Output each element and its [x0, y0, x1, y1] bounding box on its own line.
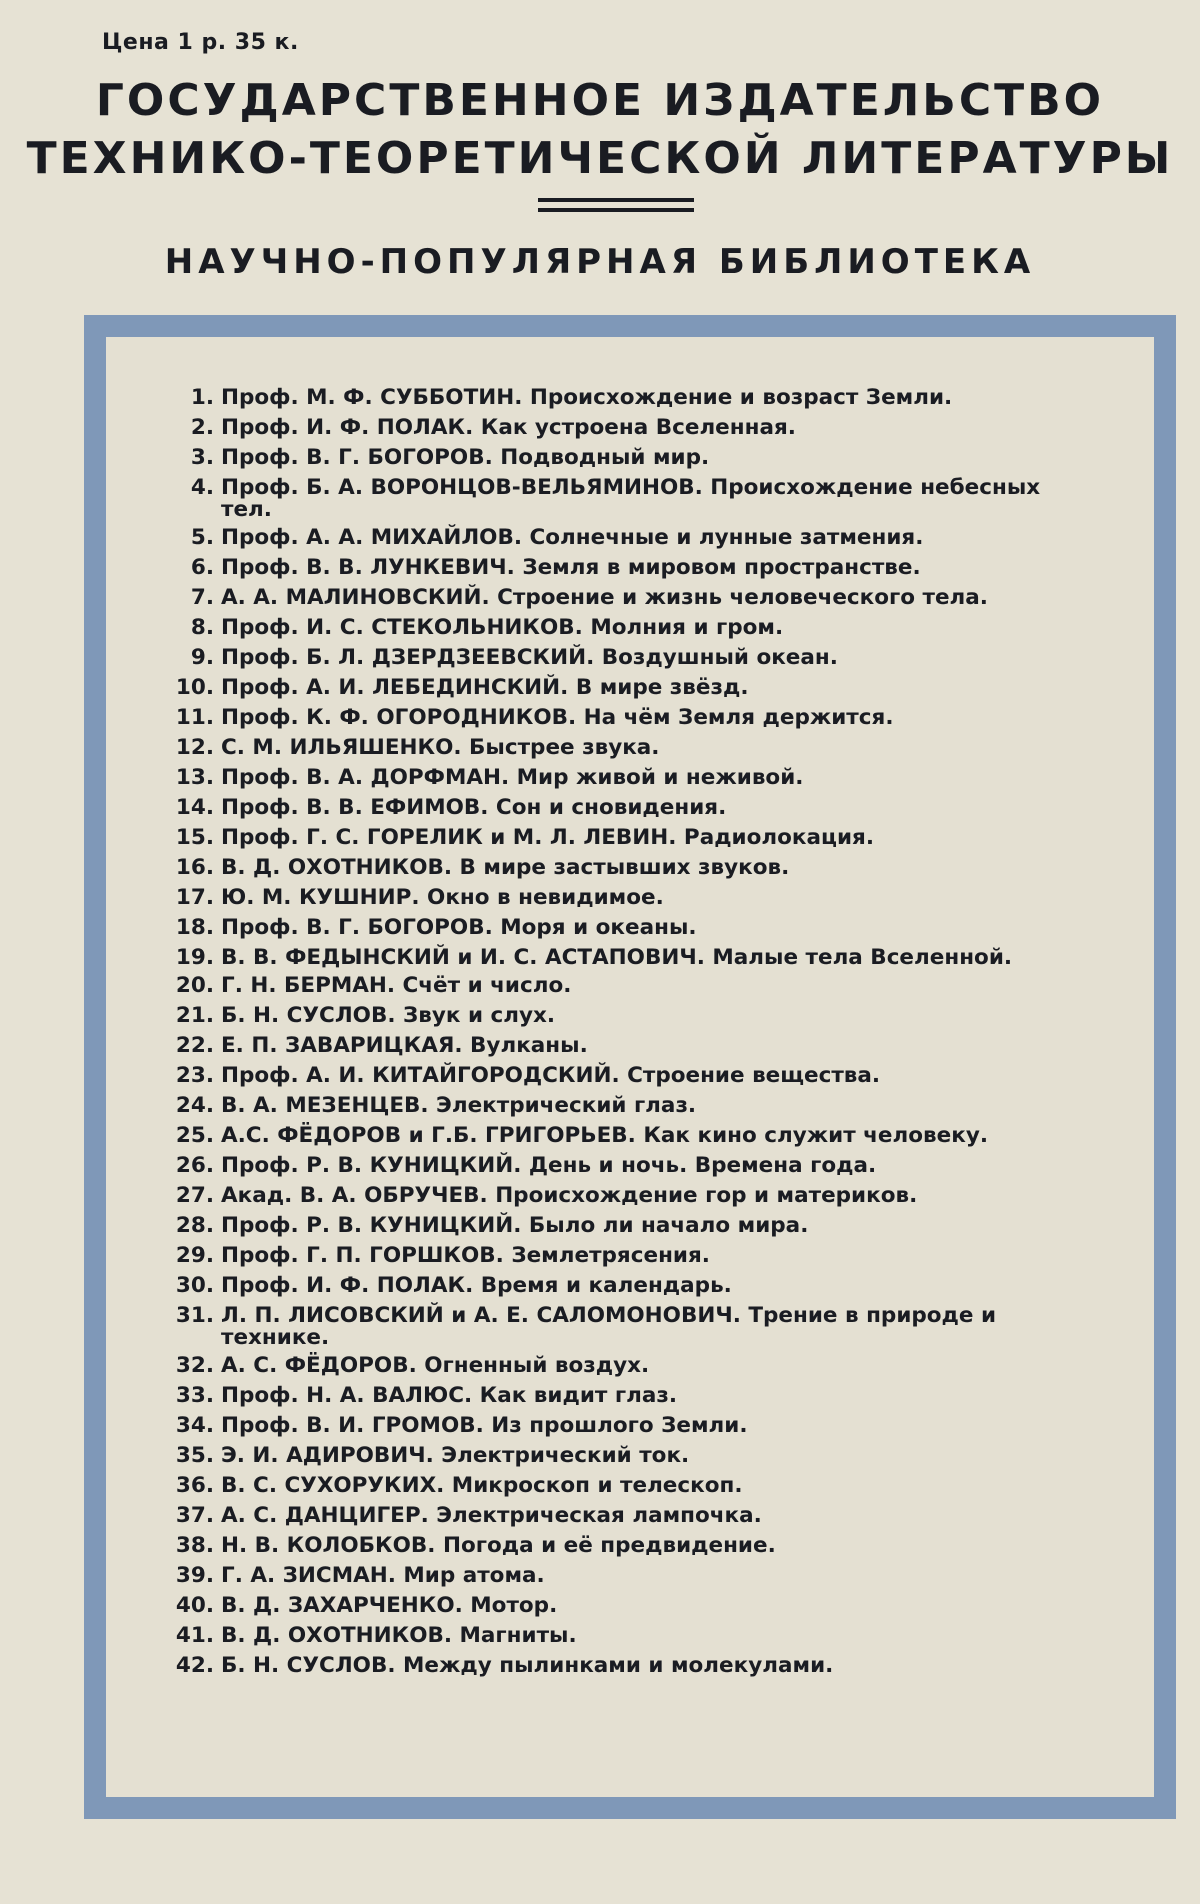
- list-item-text: Е. П. ЗАВАРИЦКАЯ. Вулканы.: [221, 1033, 588, 1058]
- list-item-text: Проф. В. И. ГРОМОВ. Из прошлого Земли.: [221, 1413, 748, 1438]
- list-item-number: 16.: [175, 855, 214, 880]
- list-item-text: Проф. И. С. СТЕКОЛЬНИКОВ. Молния и гром.: [221, 615, 784, 640]
- series-title: НАУЧНО-ПОПУЛЯРНАЯ БИБЛИОТЕКА: [164, 242, 1036, 282]
- list-item-number: 38.: [175, 1533, 214, 1558]
- list-item-text: Проф. И. Ф. ПОЛАК. Как устроена Вселенная.: [221, 415, 796, 440]
- list-item: [166, 827, 1096, 849]
- list-item-number: 12.: [175, 735, 214, 760]
- list-item: [166, 677, 1096, 699]
- list-item: [166, 1535, 1096, 1557]
- list-item-number: 6.: [190, 555, 214, 580]
- list-item: [166, 617, 1096, 639]
- list-item-number: 10.: [175, 675, 214, 700]
- list-item: [166, 975, 1096, 997]
- list-item-text: В. С. СУХОРУКИХ. Микроскоп и телескоп.: [221, 1473, 743, 1498]
- list-item-number: 20.: [175, 973, 214, 998]
- list-item-number: 19.: [175, 945, 214, 970]
- list-item: [166, 707, 1096, 729]
- list-item: [166, 447, 1096, 469]
- list-item-number: 8.: [190, 615, 214, 640]
- list-item: [166, 1305, 1096, 1349]
- list-item-text: Н. В. КОЛОБКОВ. Погода и её предвидение.: [221, 1533, 776, 1558]
- list-item-text: Проф. В. Г. БОГОРОВ. Подводный мир.: [221, 445, 710, 470]
- list-item-number: 17.: [175, 885, 214, 910]
- book-list: [166, 387, 1096, 1685]
- list-item: [166, 477, 1096, 521]
- list-item: [166, 417, 1096, 439]
- list-item-text: Проф. Г. С. ГОРЕЛИК и М. Л. ЛЕВИН. Радиолокация.: [221, 825, 874, 850]
- list-item: [166, 1625, 1096, 1647]
- list-item: [166, 1655, 1096, 1677]
- list-item-number: 32.: [175, 1353, 214, 1378]
- list-item-text: Проф. И. Ф. ПОЛАК. Время и календарь.: [221, 1273, 732, 1298]
- list-item-text: А. А. МАЛИНОВСКИЙ. Строение и жизнь человеческого тела.: [221, 585, 988, 610]
- list-item: [166, 1595, 1096, 1617]
- list-item: [166, 1155, 1096, 1177]
- list-item: [166, 1505, 1096, 1527]
- list-item-number: 18.: [175, 915, 214, 940]
- list-item-text: Проф. Н. А. ВАЛЮС. Как видит глаз.: [221, 1383, 677, 1408]
- list-item-number: 9.: [190, 645, 214, 670]
- list-item: [166, 1245, 1096, 1267]
- list-item-number: 14.: [175, 795, 214, 820]
- list-item: [166, 557, 1096, 579]
- list-item-text: А. С. ДАНЦИГЕР. Электрическая лампочка.: [221, 1503, 762, 1528]
- list-item-number: 22.: [175, 1033, 214, 1058]
- list-item-number: 26.: [175, 1153, 214, 1178]
- list-item-number: 23.: [175, 1063, 214, 1088]
- list-item: [166, 1385, 1096, 1407]
- list-item: [166, 917, 1096, 939]
- list-item: [166, 1185, 1096, 1207]
- list-item-text: Проф. В. В. ЛУНКЕВИЧ. Земля в мировом пространстве.: [221, 555, 921, 580]
- list-item-number: 30.: [175, 1273, 214, 1298]
- list-item-text: А.С. ФЁДОРОВ и Г.Б. ГРИГОРЬЕВ. Как кино служит человеку.: [221, 1123, 988, 1148]
- list-item: [166, 1095, 1096, 1117]
- list-item-text: Проф. А. И. ЛЕБЕДИНСКИЙ. В мире звёзд.: [221, 675, 749, 700]
- list-item-number: 41.: [175, 1623, 214, 1648]
- list-item: [166, 887, 1096, 909]
- list-item: [166, 767, 1096, 789]
- list-item-number: 28.: [175, 1213, 214, 1238]
- list-item-text: А. С. ФЁДОРОВ. Огненный воздух.: [221, 1353, 650, 1378]
- list-item-text: Г. Н. БЕРМАН. Счёт и число.: [221, 973, 572, 998]
- list-item-number: 1.: [190, 385, 214, 410]
- list-item-text: Проф. Б. А. ВОРОНЦОВ-ВЕЛЬЯМИНОВ. Происхождение небесных тел.: [221, 475, 1041, 522]
- publisher-title-line-2: ТЕХНИКО-ТЕОРЕТИЧЕСКОЙ ЛИТЕРАТУРЫ: [26, 133, 1174, 184]
- list-item-text: Проф. В. А. ДОРФМАН. Мир живой и неживой.: [221, 765, 804, 790]
- list-item: [166, 947, 1096, 969]
- list-item: [166, 797, 1096, 819]
- list-item: [166, 1065, 1096, 1087]
- list-item-number: 25.: [175, 1123, 214, 1148]
- list-item-text: Г. А. ЗИСМАН. Мир атома.: [221, 1563, 545, 1588]
- list-item-text: Проф. Р. В. КУНИЦКИЙ. Было ли начало мира.: [221, 1213, 809, 1238]
- list-item-text: Б. Н. СУСЛОВ. Звук и слух.: [221, 1003, 556, 1028]
- list-item: [166, 647, 1096, 669]
- list-item: [166, 587, 1096, 609]
- double-rule-bottom: [538, 208, 694, 212]
- list-item: [166, 1125, 1096, 1147]
- list-item: [166, 1035, 1096, 1057]
- list-item-number: 5.: [190, 525, 214, 550]
- list-item-number: 31.: [175, 1303, 214, 1328]
- list-item: [166, 1565, 1096, 1587]
- list-item-number: 37.: [175, 1503, 214, 1528]
- list-item-number: 15.: [175, 825, 214, 850]
- list-item-text: В. Д. ОХОТНИКОВ. Магниты.: [221, 1623, 577, 1648]
- list-item-number: 24.: [175, 1093, 214, 1118]
- list-item-text: Э. И. АДИРОВИЧ. Электрический ток.: [221, 1443, 690, 1468]
- list-item: [166, 1355, 1096, 1377]
- list-item: [166, 857, 1096, 879]
- list-item-text: Проф. К. Ф. ОГОРОДНИКОВ. На чём Земля держится.: [221, 705, 894, 730]
- list-item-text: Проф. Р. В. КУНИЦКИЙ. День и ночь. Времена года.: [221, 1153, 877, 1178]
- list-item-number: 33.: [175, 1383, 214, 1408]
- list-item-text: В. В. ФЕДЫНСКИЙ и И. С. АСТАПОВИЧ. Малые тела Вселенной.: [221, 945, 1013, 970]
- list-item-text: Л. П. ЛИСОВСКИЙ и А. Е. САЛОМОНОВИЧ. Трение в природе и технике.: [221, 1303, 997, 1350]
- list-item-number: 2.: [190, 415, 214, 440]
- list-item-text: Ю. М. КУШНИР. Окно в невидимое.: [221, 885, 664, 910]
- price-label: Цена 1 р. 35 к.: [102, 30, 299, 55]
- publisher-title: [0, 72, 1200, 188]
- list-item-number: 42.: [175, 1653, 214, 1678]
- list-item-text: Б. Н. СУСЛОВ. Между пылинками и молекулами.: [221, 1653, 834, 1678]
- list-item-number: 3.: [190, 445, 214, 470]
- list-item-number: 34.: [175, 1413, 214, 1438]
- list-item: [166, 387, 1096, 409]
- list-item-text: Проф. А. И. КИТАЙГОРОДСКИЙ. Строение вещества.: [221, 1063, 881, 1088]
- publisher-title-line-1: ГОСУДАРСТВЕННОЕ ИЗДАТЕЛЬСТВО: [95, 75, 1105, 126]
- list-item-text: Проф. В. В. ЕФИМОВ. Сон и сновидения.: [221, 795, 727, 820]
- list-item-number: 29.: [175, 1243, 214, 1268]
- list-item-text: Проф. Г. П. ГОРШКОВ. Землетрясения.: [221, 1243, 710, 1268]
- list-item-number: 21.: [175, 1003, 214, 1028]
- list-item-number: 35.: [175, 1443, 214, 1468]
- list-item-text: С. М. ИЛЬЯШЕНКО. Быстрее звука.: [221, 735, 660, 760]
- list-item-text: Проф. А. А. МИХАЙЛОВ. Солнечные и лунные затмения.: [221, 525, 924, 550]
- double-rule-top: [538, 198, 694, 202]
- list-item-text: В. Д. ЗАХАРЧЕНКО. Мотор.: [221, 1593, 558, 1618]
- list-item-number: 11.: [175, 705, 214, 730]
- list-item: [166, 1475, 1096, 1497]
- list-item-number: 13.: [175, 765, 214, 790]
- list-item: [166, 1215, 1096, 1237]
- list-item-number: 36.: [175, 1473, 214, 1498]
- list-item: [166, 527, 1096, 549]
- list-item-text: Проф. В. Г. БОГОРОВ. Моря и океаны.: [221, 915, 697, 940]
- list-item-number: 40.: [175, 1593, 214, 1618]
- book-list-frame: [84, 315, 1176, 1819]
- list-item-number: 7.: [190, 585, 214, 610]
- list-item-number: 4.: [190, 475, 214, 500]
- list-item: [166, 737, 1096, 759]
- list-item: [166, 1415, 1096, 1437]
- list-item-text: Проф. Б. Л. ДЗЕРДЗЕЕВСКИЙ. Воздушный океан.: [221, 645, 838, 670]
- list-item: [166, 1275, 1096, 1297]
- list-item: [166, 1445, 1096, 1467]
- list-item: [166, 1005, 1096, 1027]
- list-item-text: Проф. М. Ф. СУББОТИН. Происхождение и возраст Земли.: [221, 385, 953, 410]
- list-item-text: В. Д. ОХОТНИКОВ. В мире застывших звуков.: [221, 855, 790, 880]
- list-item-text: Акад. В. А. ОБРУЧЕВ. Происхождение гор и материков.: [221, 1183, 918, 1208]
- list-item-number: 39.: [175, 1563, 214, 1588]
- list-item-number: 27.: [175, 1183, 214, 1208]
- list-item-text: В. А. МЕЗЕНЦЕВ. Электрический глаз.: [221, 1093, 697, 1118]
